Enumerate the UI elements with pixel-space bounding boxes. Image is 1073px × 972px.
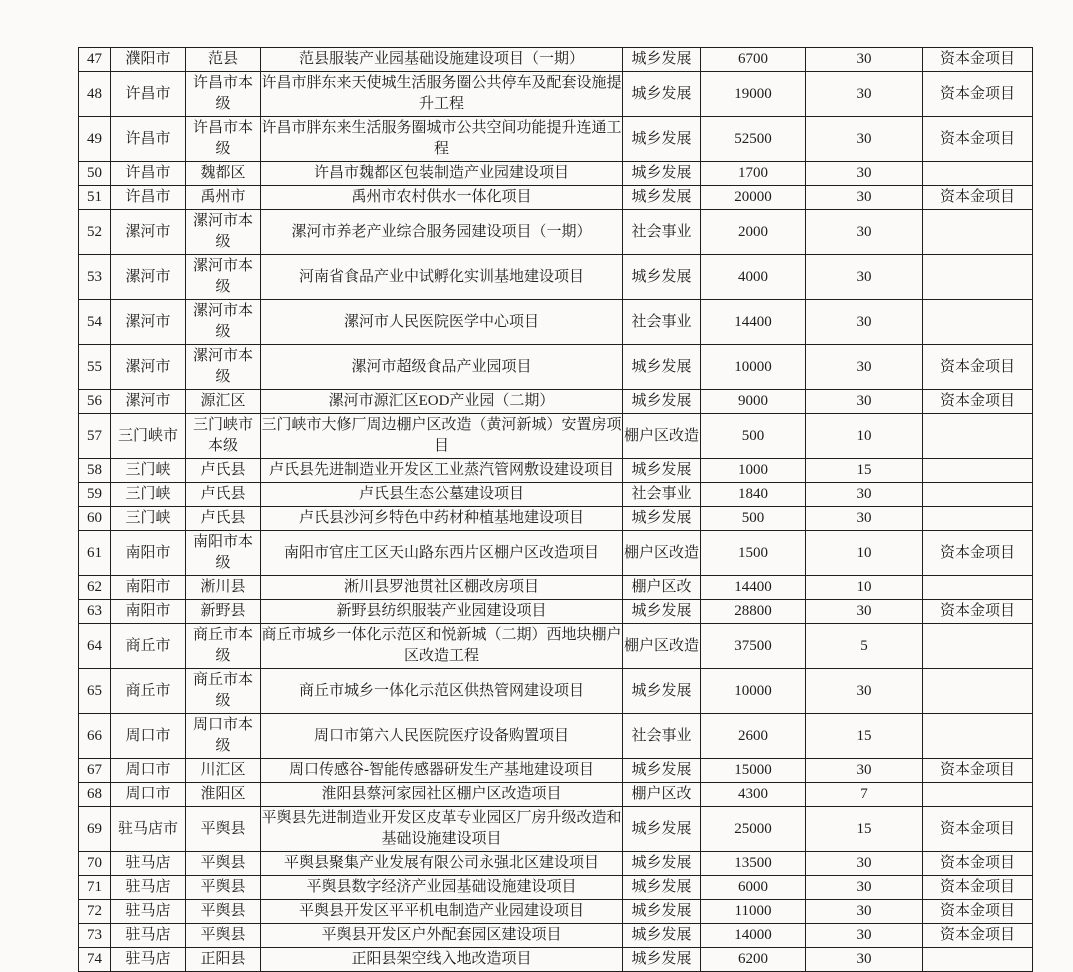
cell-category: 城乡发展 [623,507,701,531]
cell-ratio: 30 [806,507,923,531]
cell-note [923,483,1033,507]
cell-project-name: 商丘市城乡一体化示范区和悦新城（二期）西地块棚户区改造工程 [261,624,623,669]
table-row [79,162,1033,186]
cell-county: 卢氏县 [186,459,261,483]
cell-ratio: 30 [806,876,923,900]
cell-city: 驻马店 [111,948,186,972]
cell-project-name: 淅川县罗池贯社区棚改房项目 [261,576,623,600]
cell-note [923,576,1033,600]
cell-amount: 13500 [701,852,806,876]
cell-project-name: 许昌市胖东来生活服务圈城市公共空间功能提升连通工程 [261,117,623,162]
cell-project-name: 平舆县数字经济产业园基础设施建设项目 [261,876,623,900]
cell-project-name: 平舆县先进制造业开发区皮革专业园区厂房升级改造和基础设施建设项目 [261,807,623,852]
cell-note [923,783,1033,807]
table-row [79,117,1033,162]
cell-amount: 6200 [701,948,806,972]
table-row [79,759,1033,783]
cell-city: 南阳市 [111,576,186,600]
table-row [79,48,1033,72]
cell-ratio: 30 [806,948,923,972]
cell-city: 三门峡 [111,483,186,507]
cell-row-number: 59 [79,483,111,507]
cell-ratio: 30 [806,255,923,300]
cell-note: 资本金项目 [923,48,1033,72]
cell-city: 驻马店 [111,852,186,876]
table-row [79,876,1033,900]
cell-category: 棚户区改造 [623,624,701,669]
table-row [79,210,1033,255]
cell-county: 平舆县 [186,900,261,924]
table-row [79,72,1033,117]
cell-row-number: 56 [79,390,111,414]
cell-amount: 1000 [701,459,806,483]
cell-county: 禹州市 [186,186,261,210]
cell-project-name: 南阳市官庄工区天山路东西片区棚户区改造项目 [261,531,623,576]
cell-city: 漯河市 [111,300,186,345]
cell-city: 南阳市 [111,600,186,624]
cell-amount: 6000 [701,876,806,900]
table-row [79,807,1033,852]
cell-city: 漯河市 [111,390,186,414]
cell-category: 城乡发展 [623,807,701,852]
cell-note: 资本金项目 [923,186,1033,210]
table-row [79,600,1033,624]
cell-ratio: 15 [806,459,923,483]
cell-note [923,669,1033,714]
table-row [79,390,1033,414]
cell-county: 漯河市本级 [186,300,261,345]
cell-county: 漯河市本级 [186,255,261,300]
cell-county: 南阳市本级 [186,531,261,576]
cell-project-name: 漯河市超级食品产业园项目 [261,345,623,390]
cell-county: 商丘市本级 [186,624,261,669]
cell-project-name: 卢氏县生态公墓建设项目 [261,483,623,507]
cell-category: 棚户区改 [623,783,701,807]
cell-note: 资本金项目 [923,72,1033,117]
cell-note [923,162,1033,186]
cell-category: 城乡发展 [623,255,701,300]
cell-category: 社会事业 [623,714,701,759]
cell-ratio: 7 [806,783,923,807]
cell-note: 资本金项目 [923,807,1033,852]
cell-category: 棚户区改 [623,576,701,600]
cell-amount: 10000 [701,345,806,390]
cell-category: 城乡发展 [623,924,701,948]
cell-project-name: 卢氏县先进制造业开发区工业蒸汽管网敷设建设项目 [261,459,623,483]
cell-category: 棚户区改造 [623,531,701,576]
cell-amount: 52500 [701,117,806,162]
table-row [79,948,1033,972]
cell-county: 三门峡市本级 [186,414,261,459]
cell-project-name: 河南省食品产业中试孵化实训基地建设项目 [261,255,623,300]
cell-row-number: 48 [79,72,111,117]
cell-ratio: 30 [806,852,923,876]
cell-amount: 1840 [701,483,806,507]
cell-row-number: 61 [79,531,111,576]
cell-category: 社会事业 [623,210,701,255]
cell-project-name: 漯河市人民医院医学中心项目 [261,300,623,345]
cell-county: 平舆县 [186,924,261,948]
cell-city: 漯河市 [111,255,186,300]
cell-category: 城乡发展 [623,900,701,924]
cell-ratio: 30 [806,117,923,162]
cell-row-number: 64 [79,624,111,669]
table-row [79,576,1033,600]
cell-amount: 1500 [701,531,806,576]
table-row [79,669,1033,714]
cell-note [923,948,1033,972]
cell-category: 城乡发展 [623,600,701,624]
cell-ratio: 30 [806,600,923,624]
table-row [79,483,1033,507]
table-row [79,300,1033,345]
cell-county: 源汇区 [186,390,261,414]
cell-note [923,459,1033,483]
cell-note: 资本金项目 [923,345,1033,390]
cell-note: 资本金项目 [923,924,1033,948]
cell-city: 濮阳市 [111,48,186,72]
cell-county: 正阳县 [186,948,261,972]
table-row [79,459,1033,483]
table-row [79,507,1033,531]
cell-ratio: 10 [806,414,923,459]
cell-amount: 14400 [701,576,806,600]
cell-city: 三门峡 [111,459,186,483]
cell-ratio: 30 [806,483,923,507]
cell-project-name: 周口市第六人民医院医疗设备购置项目 [261,714,623,759]
cell-project-name: 卢氏县沙河乡特色中药材种植基地建设项目 [261,507,623,531]
cell-note: 资本金项目 [923,852,1033,876]
cell-row-number: 47 [79,48,111,72]
cell-category: 城乡发展 [623,117,701,162]
cell-amount: 37500 [701,624,806,669]
cell-city: 驻马店 [111,900,186,924]
cell-note [923,624,1033,669]
cell-category: 城乡发展 [623,162,701,186]
cell-row-number: 53 [79,255,111,300]
cell-amount: 9000 [701,390,806,414]
cell-note: 资本金项目 [923,600,1033,624]
cell-category: 社会事业 [623,483,701,507]
cell-amount: 2000 [701,210,806,255]
cell-city: 三门峡市 [111,414,186,459]
cell-county: 卢氏县 [186,483,261,507]
cell-county: 范县 [186,48,261,72]
table-row [79,924,1033,948]
cell-amount: 4000 [701,255,806,300]
cell-city: 商丘市 [111,624,186,669]
table-row [79,414,1033,459]
table-row [79,624,1033,669]
cell-ratio: 30 [806,72,923,117]
cell-row-number: 72 [79,900,111,924]
cell-amount: 25000 [701,807,806,852]
cell-project-name: 漯河市养老产业综合服务园建设项目（一期） [261,210,623,255]
cell-category: 城乡发展 [623,948,701,972]
cell-ratio: 30 [806,390,923,414]
cell-city: 许昌市 [111,162,186,186]
cell-project-name: 禹州市农村供水一体化项目 [261,186,623,210]
cell-project-name: 平舆县开发区平平机电制造产业园建设项目 [261,900,623,924]
cell-row-number: 71 [79,876,111,900]
table-row [79,255,1033,300]
cell-county: 漯河市本级 [186,345,261,390]
cell-project-name: 漯河市源汇区EOD产业园（二期） [261,390,623,414]
cell-project-name: 周口传感谷-智能传感器研发生产基地建设项目 [261,759,623,783]
cell-county: 卢氏县 [186,507,261,531]
cell-row-number: 52 [79,210,111,255]
cell-row-number: 54 [79,300,111,345]
cell-note: 资本金项目 [923,876,1033,900]
cell-city: 驻马店 [111,876,186,900]
cell-city: 许昌市 [111,117,186,162]
cell-ratio: 5 [806,624,923,669]
cell-city: 周口市 [111,759,186,783]
cell-project-name: 三门峡市大修厂周边棚户区改造（黄河新城）安置房项目 [261,414,623,459]
cell-category: 城乡发展 [623,459,701,483]
cell-project-name: 许昌市胖东来天使城生活服务圈公共停车及配套设施提升工程 [261,72,623,117]
cell-category: 城乡发展 [623,72,701,117]
cell-note: 资本金项目 [923,531,1033,576]
cell-row-number: 74 [79,948,111,972]
cell-row-number: 57 [79,414,111,459]
cell-note: 资本金项目 [923,759,1033,783]
cell-note: 资本金项目 [923,117,1033,162]
cell-row-number: 65 [79,669,111,714]
cell-city: 南阳市 [111,531,186,576]
cell-ratio: 30 [806,162,923,186]
cell-row-number: 63 [79,600,111,624]
table-row [79,783,1033,807]
cell-amount: 15000 [701,759,806,783]
cell-project-name: 正阳县架空线入地改造项目 [261,948,623,972]
cell-row-number: 55 [79,345,111,390]
cell-project-name: 范县服装产业园基础设施建设项目（一期） [261,48,623,72]
cell-county: 漯河市本级 [186,210,261,255]
cell-city: 漯河市 [111,345,186,390]
cell-amount: 20000 [701,186,806,210]
project-funding-table [78,47,1033,972]
cell-row-number: 49 [79,117,111,162]
cell-project-name: 平舆县开发区户外配套园区建设项目 [261,924,623,948]
table-row [79,531,1033,576]
cell-ratio: 30 [806,210,923,255]
cell-city: 漯河市 [111,210,186,255]
cell-county: 平舆县 [186,852,261,876]
cell-amount: 2600 [701,714,806,759]
cell-note [923,414,1033,459]
cell-row-number: 68 [79,783,111,807]
cell-county: 新野县 [186,600,261,624]
cell-city: 周口市 [111,714,186,759]
cell-amount: 14400 [701,300,806,345]
cell-city: 驻马店市 [111,807,186,852]
cell-county: 商丘市本级 [186,669,261,714]
cell-note [923,210,1033,255]
cell-county: 淮阳区 [186,783,261,807]
cell-county: 淅川县 [186,576,261,600]
cell-row-number: 58 [79,459,111,483]
cell-ratio: 30 [806,759,923,783]
cell-category: 城乡发展 [623,48,701,72]
cell-row-number: 50 [79,162,111,186]
cell-county: 川汇区 [186,759,261,783]
table-row [79,714,1033,759]
cell-ratio: 10 [806,531,923,576]
cell-note [923,714,1033,759]
cell-ratio: 30 [806,300,923,345]
cell-amount: 4300 [701,783,806,807]
cell-project-name: 淮阳县蔡河家园社区棚户区改造项目 [261,783,623,807]
table-row [79,186,1033,210]
cell-note: 资本金项目 [923,900,1033,924]
cell-city: 商丘市 [111,669,186,714]
table-row [79,852,1033,876]
cell-ratio: 30 [806,669,923,714]
cell-city: 周口市 [111,783,186,807]
cell-note [923,300,1033,345]
cell-row-number: 62 [79,576,111,600]
cell-ratio: 15 [806,714,923,759]
cell-row-number: 60 [79,507,111,531]
cell-category: 棚户区改造 [623,414,701,459]
cell-category: 城乡发展 [623,759,701,783]
cell-note [923,255,1033,300]
cell-city: 驻马店 [111,924,186,948]
table-row [79,900,1033,924]
cell-county: 许昌市本级 [186,117,261,162]
table-body [79,48,1033,972]
cell-amount: 11000 [701,900,806,924]
cell-county: 魏都区 [186,162,261,186]
cell-amount: 500 [701,507,806,531]
cell-category: 城乡发展 [623,852,701,876]
cell-amount: 500 [701,414,806,459]
cell-ratio: 30 [806,345,923,390]
cell-ratio: 30 [806,48,923,72]
cell-amount: 6700 [701,48,806,72]
cell-amount: 14000 [701,924,806,948]
cell-project-name: 商丘市城乡一体化示范区供热管网建设项目 [261,669,623,714]
cell-county: 许昌市本级 [186,72,261,117]
cell-amount: 19000 [701,72,806,117]
cell-ratio: 30 [806,186,923,210]
cell-row-number: 67 [79,759,111,783]
cell-project-name: 平舆县聚集产业发展有限公司永强北区建设项目 [261,852,623,876]
cell-row-number: 51 [79,186,111,210]
cell-row-number: 66 [79,714,111,759]
cell-amount: 28800 [701,600,806,624]
cell-category: 城乡发展 [623,345,701,390]
cell-row-number: 70 [79,852,111,876]
cell-note: 资本金项目 [923,390,1033,414]
cell-project-name: 新野县纺织服装产业园建设项目 [261,600,623,624]
cell-ratio: 15 [806,807,923,852]
cell-ratio: 30 [806,924,923,948]
cell-county: 周口市本级 [186,714,261,759]
cell-category: 城乡发展 [623,876,701,900]
cell-ratio: 30 [806,900,923,924]
cell-project-name: 许昌市魏都区包装制造产业园建设项目 [261,162,623,186]
cell-category: 城乡发展 [623,669,701,714]
cell-county: 平舆县 [186,807,261,852]
cell-category: 城乡发展 [623,186,701,210]
cell-county: 平舆县 [186,876,261,900]
cell-note [923,507,1033,531]
cell-category: 社会事业 [623,300,701,345]
cell-city: 三门峡 [111,507,186,531]
cell-row-number: 73 [79,924,111,948]
cell-ratio: 10 [806,576,923,600]
cell-city: 许昌市 [111,72,186,117]
cell-amount: 10000 [701,669,806,714]
cell-city: 许昌市 [111,186,186,210]
cell-row-number: 69 [79,807,111,852]
table-row [79,345,1033,390]
cell-amount: 1700 [701,162,806,186]
cell-category: 城乡发展 [623,390,701,414]
